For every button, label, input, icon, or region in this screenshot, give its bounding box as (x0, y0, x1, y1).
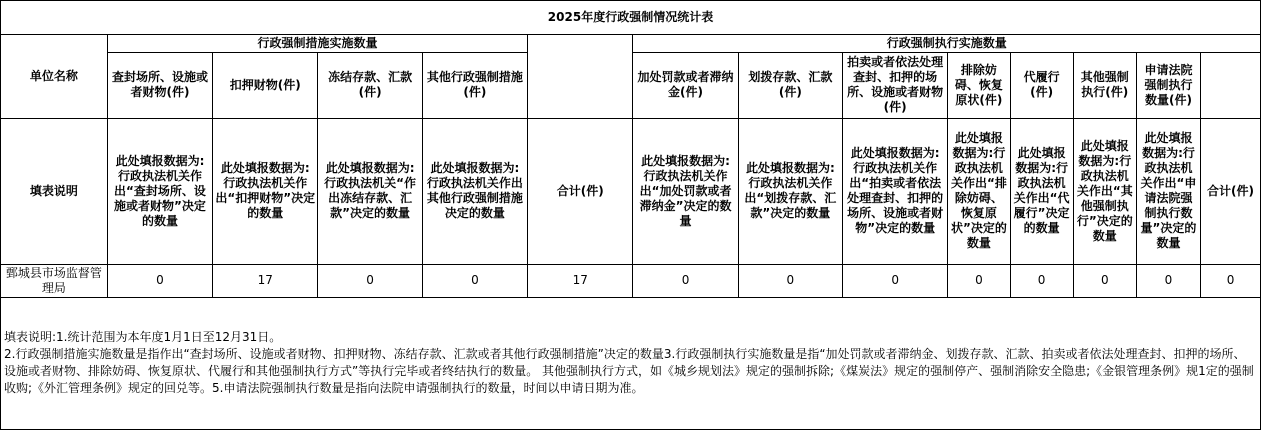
statistics-table (1, 1, 1260, 298)
table-title: 2025年度行政强制情况统计表 (1, 1, 1260, 34)
col-header-other-execution: 其他强制执行(件) (1073, 52, 1136, 118)
col-header-auction: 拍卖或者依法处理查封、扣押的场所、设施或者财物(件) (843, 52, 948, 118)
note-court: 此处填报数据为:行政执法机关作出“申请法院强制执行数量”决定的数量 (1136, 118, 1200, 264)
measures-group-header: 行政强制措施实施数量 (107, 34, 527, 52)
fill-instruction-1: 填表说明:1.统计范围为本年度1月1日至12月31日。 (4, 330, 282, 344)
fill-note-label: 填表说明 (1, 118, 107, 264)
note-remove-obstruction: 此处填报数据为:行政执法机关作出“排除妨碍、恢复原状”决定的数量 (948, 118, 1010, 264)
execution-group-header: 行政强制执行实施数量 (633, 34, 1260, 52)
note-other-measures: 此处填报数据为:行政执法机关作出其他行政强制措施决定的数量 (422, 118, 527, 264)
col-header-penalty: 加处罚款或者滞纳金(件) (633, 52, 738, 118)
cell-other-execution: 0 (1073, 264, 1136, 297)
note-auction: 此处填报数据为:行政执法机关作出“拍卖或者依法处理查封、扣押的场所、设施或者财物”决定的数量 (843, 118, 948, 264)
unit-name-header: 单位名称 (1, 34, 107, 118)
col-header-other-measures: 其他行政强制措施(件) (422, 52, 527, 118)
cell-court: 0 (1136, 264, 1200, 297)
col-header-substitute: 代履行(件) (1010, 52, 1073, 118)
execution-total-header: 合计(件) (1201, 118, 1260, 264)
cell-auction: 0 (843, 264, 948, 297)
cell-execution-total: 0 (1201, 264, 1260, 297)
note-substitute: 此处填报数据为:行政执法机关作出“代履行”决定的数量 (1010, 118, 1073, 264)
note-transfer: 此处填报数据为:行政执法机关作出“划拨存款、汇款”决定的数量 (738, 118, 842, 264)
note-seize: 此处填报数据为:行政执法机关作出“扣押财物”决定的数量 (213, 118, 318, 264)
cell-freeze: 0 (318, 264, 422, 297)
note-freeze: 此处填报数据为:行政执法机关“作出冻结存款、汇款”决定的数量 (318, 118, 422, 264)
col-header-remove-obstruction: 排除妨碍、恢复原状(件) (948, 52, 1010, 118)
note-penalty: 此处填报数据为:行政执法机关作出“加处罚款或者滞纳金”决定的数量 (633, 118, 738, 264)
note-seal: 此处填报数据为:行政执法机关作出“查封场所、设施或者财物”决定的数量 (107, 118, 212, 264)
cell-seize: 17 (213, 264, 318, 297)
cell-seal: 0 (107, 264, 212, 297)
col-header-seal: 查封场所、设施或者财物(件) (107, 52, 212, 118)
col-header-transfer: 划拨存款、汇款(件) (738, 52, 842, 118)
row-unit-name: 鄄城县市场监督管理局 (1, 264, 107, 297)
cell-substitute: 0 (1010, 264, 1073, 297)
cell-measures-total: 17 (528, 264, 633, 297)
cell-remove-obstruction: 0 (948, 264, 1010, 297)
col-header-court: 申请法院强制执行数量(件) (1136, 52, 1200, 118)
note-other-execution: 此处填报数据为:行政执法机关作出“其他强制执行”决定的数量 (1073, 118, 1136, 264)
measures-header-spacer (528, 34, 633, 118)
fill-instructions (4, 329, 1254, 397)
col-header-freeze: 冻结存款、汇款(件) (318, 52, 422, 118)
fill-instruction-2: 2.行政强制措施实施数量是指作出“查封场所、设施或者财物、扣押财物、冻结存款、汇款或者其他行政强制措施”决定的数量3.行政强制执行实施数量是指“加处罚款或者滞纳金、划拨存款、汇款、拍卖或者依法处理查封、扣押的场所、设施或者财物、排除妨碍、恢复原状、代履行和其他强制执行方式”等执行完毕或者终结执行的数量。 其他强制执行方式，如《城乡规划法》规定的强制拆除;《煤炭法》规定的强制停产、强制消除安全隐患;《金银管理条例》规1定的强制收购;《外汇管理条例》规定的回兑等。5.申请法院强制执行数量是指向法院申请强制执行的数量，时间以申请日期为准。 (4, 347, 1254, 395)
cell-penalty: 0 (633, 264, 738, 297)
col-header-spacer (1201, 52, 1260, 118)
col-header-seize: 扣押财物(件) (213, 52, 318, 118)
measures-total-header: 合计(件) (528, 118, 633, 264)
cell-transfer: 0 (738, 264, 842, 297)
table-row (1, 264, 1260, 297)
cell-other-measures: 0 (422, 264, 527, 297)
